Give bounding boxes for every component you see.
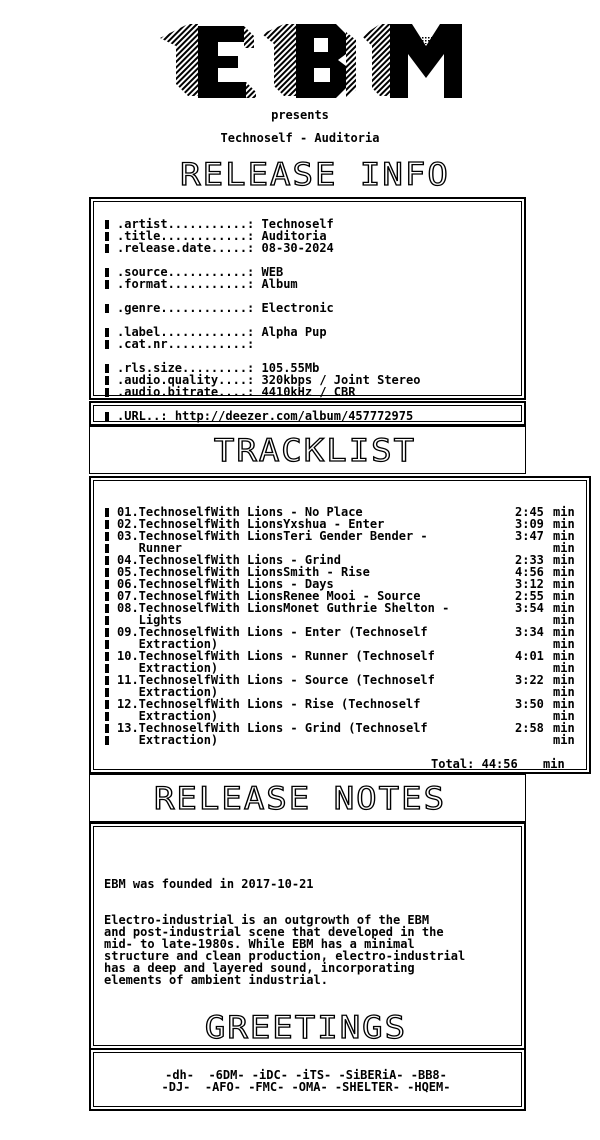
track-title: 08.TechnoselfWith LionsMonet Guthrie Shelton - <box>117 601 450 615</box>
info-value: Auditoria <box>261 229 327 243</box>
track-row-continued <box>105 638 575 650</box>
track-row-continued <box>105 686 575 698</box>
info-key: .genre............: <box>117 301 255 315</box>
track-unit: min <box>553 553 575 567</box>
bullet-icon <box>105 652 109 661</box>
description-line: Electro-industrial is an outgrowth of the EBM <box>104 913 430 927</box>
track-unit: min <box>553 577 575 591</box>
info-row <box>105 374 420 386</box>
bullet-icon <box>105 568 109 577</box>
track-unit: min <box>553 529 575 543</box>
section-title-greetings: GREETINGS <box>204 1009 408 1047</box>
bullet-icon <box>105 580 109 589</box>
track-time: 4:01 <box>515 649 544 663</box>
description-line: elements of ambient industrial. <box>104 973 328 987</box>
track-unit: min <box>553 697 575 711</box>
track-title: Extraction) <box>117 709 219 723</box>
bullet-icon <box>105 604 109 613</box>
info-key: .label............: <box>117 325 255 339</box>
bullet-icon <box>105 736 109 745</box>
bullet-icon <box>105 280 109 289</box>
bullet-icon <box>105 232 109 241</box>
track-title: Extraction) <box>117 661 219 675</box>
total-row <box>431 758 518 770</box>
track-unit: min <box>553 589 575 603</box>
track-title: 01.TechnoselfWith Lions - No Place <box>117 505 363 519</box>
track-title: 07.TechnoselfWith LionsRenee Mooi - Source <box>117 589 421 603</box>
description-line: has a deep and layered sound, incorporating <box>104 961 415 975</box>
track-title: Extraction) <box>117 685 219 699</box>
track-time: 3:09 <box>515 517 544 531</box>
bullet-icon <box>105 628 109 637</box>
track-time: 2:58 <box>515 721 544 735</box>
bullet-icon <box>105 388 109 397</box>
track-title: Extraction) <box>117 733 219 747</box>
info-value: WEB <box>261 265 284 279</box>
info-row <box>105 326 327 338</box>
bullet-icon <box>105 700 109 709</box>
url-key: .URL..: <box>117 409 168 423</box>
info-row <box>105 362 319 374</box>
track-unit: min <box>553 685 575 699</box>
track-row <box>105 554 575 566</box>
info-key: .audio.bitrate....: <box>117 385 255 399</box>
track-row <box>105 590 575 602</box>
url-value[interactable]: http://deezer.com/album/457772975 <box>174 409 414 423</box>
info-row <box>105 230 327 242</box>
bullet-icon <box>105 688 109 697</box>
bullet-icon <box>105 676 109 685</box>
bullet-icon <box>105 220 109 229</box>
track-title: 09.TechnoselfWith Lions - Enter (Technoself <box>117 625 428 639</box>
total-label: Total: <box>431 757 475 771</box>
track-title: 02.TechnoselfWith LionsYxshua - Enter <box>117 517 385 531</box>
info-row <box>105 302 334 314</box>
greetings-line-1: -dh- -6DM- -iDC- -iTS- -SiBERiA- -BB8- <box>165 1068 447 1082</box>
track-unit: min <box>553 613 575 627</box>
track-row <box>105 722 575 734</box>
bullet-icon <box>105 304 109 313</box>
bullet-icon <box>105 328 109 337</box>
track-title: Runner <box>117 541 183 555</box>
total-unit: min <box>543 757 565 771</box>
presents-text: presents <box>271 108 329 122</box>
url-box <box>89 401 526 426</box>
info-value: 4410kHz / CBR <box>261 385 356 399</box>
info-key: .cat.nr...........: <box>117 337 255 351</box>
track-title: Lights <box>117 613 183 627</box>
founded-text: EBM was founded in 2017-10-21 <box>104 877 314 891</box>
bullet-icon <box>105 376 109 385</box>
track-row <box>105 626 575 638</box>
info-row <box>105 242 334 254</box>
track-time: 3:12 <box>515 577 544 591</box>
track-row <box>105 650 575 662</box>
track-time: 3:54 <box>515 601 544 615</box>
info-row <box>105 338 262 350</box>
info-value: 08-30-2024 <box>261 241 334 255</box>
track-unit: min <box>553 565 575 579</box>
track-unit: min <box>553 517 575 531</box>
info-value: 320kbps / Joint Stereo <box>261 373 421 387</box>
info-row <box>105 278 298 290</box>
track-time: 3:34 <box>515 625 544 639</box>
bullet-icon <box>105 532 109 541</box>
track-row-continued <box>105 734 575 746</box>
info-key: .format...........: <box>117 277 255 291</box>
bullet-icon <box>105 412 109 421</box>
info-value: Alpha Pup <box>261 325 327 339</box>
track-row <box>105 518 575 530</box>
track-time: 3:22 <box>515 673 544 687</box>
track-unit: min <box>553 637 575 651</box>
bullet-icon <box>105 508 109 517</box>
track-row <box>105 602 575 614</box>
info-value: 105.55Mb <box>261 361 320 375</box>
track-title: 04.TechnoselfWith Lions - Grind <box>117 553 341 567</box>
bullet-icon <box>105 544 109 553</box>
info-key: .artist...........: <box>117 217 255 231</box>
track-row-continued <box>105 662 575 674</box>
track-title: 10.TechnoselfWith Lions - Runner (Technoself <box>117 649 435 663</box>
bullet-icon <box>105 592 109 601</box>
info-row <box>105 218 334 230</box>
track-unit: min <box>553 661 575 675</box>
track-time: 2:33 <box>515 553 544 567</box>
track-time: 2:55 <box>515 589 544 603</box>
info-key: .source...........: <box>117 265 255 279</box>
url-row <box>105 410 413 422</box>
info-key: .title............: <box>117 229 255 243</box>
track-row <box>105 530 575 542</box>
track-title: 12.TechnoselfWith Lions - Rise (Technoself <box>117 697 421 711</box>
tracklist-box <box>89 476 591 774</box>
bullet-icon <box>105 268 109 277</box>
release-notes-box <box>89 822 526 1050</box>
info-value: Album <box>261 277 298 291</box>
track-row <box>105 698 575 710</box>
bullet-icon <box>105 664 109 673</box>
bullet-icon <box>105 340 109 349</box>
track-row-continued <box>105 614 575 626</box>
description-line: and post-industrial scene that developed in the <box>104 925 444 939</box>
bullet-icon <box>105 640 109 649</box>
track-unit: min <box>553 733 575 747</box>
greetings-line-2: -DJ- -AFO- -FMC- -OMA- -SHELTER- -HQEM- <box>161 1080 451 1094</box>
track-unit: min <box>553 709 575 723</box>
section-title-release-notes: RELEASE NOTES <box>153 780 447 818</box>
bullet-icon <box>105 520 109 529</box>
bullet-icon <box>105 712 109 721</box>
track-unit: min <box>553 625 575 639</box>
track-title: Extraction) <box>117 637 219 651</box>
bullet-icon <box>105 364 109 373</box>
track-title: 06.TechnoselfWith Lions - Days <box>117 577 334 591</box>
track-time: 4:56 <box>515 565 544 579</box>
info-key: .release.date.....: <box>117 241 255 255</box>
info-value: Electronic <box>261 301 334 315</box>
ebm-logo <box>158 22 464 100</box>
track-row <box>105 566 575 578</box>
info-row <box>105 266 283 278</box>
track-time: 3:50 <box>515 697 544 711</box>
description-line: structure and clean production, electro-industrial <box>104 949 466 963</box>
track-title: 05.TechnoselfWith LionsSmith - Rise <box>117 565 370 579</box>
track-time: 2:45 <box>515 505 544 519</box>
greetings-box <box>89 1048 526 1111</box>
track-unit: min <box>553 505 575 519</box>
track-title: 11.TechnoselfWith Lions - Source (Technoself <box>117 673 435 687</box>
info-key: .rls.size.........: <box>117 361 255 375</box>
info-key: .audio.quality....: <box>117 373 255 387</box>
track-unit: min <box>553 601 575 615</box>
track-time: 3:47 <box>515 529 544 543</box>
bullet-icon <box>105 556 109 565</box>
release-heading: Technoself - Auditoria <box>220 131 380 145</box>
bullet-icon <box>105 244 109 253</box>
track-row <box>105 674 575 686</box>
info-row <box>105 386 355 398</box>
track-title: 03.TechnoselfWith LionsTeri Gender Bender - <box>117 529 428 543</box>
bullet-icon <box>105 724 109 733</box>
section-title-tracklist: TRACKLIST <box>213 432 417 470</box>
bullet-icon <box>105 616 109 625</box>
track-unit: min <box>553 721 575 735</box>
track-unit: min <box>553 673 575 687</box>
track-row <box>105 506 575 518</box>
total-time: 44:56 <box>481 757 518 771</box>
track-row-continued <box>105 542 575 554</box>
track-unit: min <box>553 649 575 663</box>
description-line: mid- to late-1980s. While EBM has a minimal <box>104 937 415 951</box>
release-info-box <box>89 197 526 400</box>
section-title-release-info: RELEASE INFO <box>180 156 450 194</box>
track-row-continued <box>105 710 575 722</box>
track-row <box>105 578 575 590</box>
info-value: Technoself <box>261 217 334 231</box>
track-unit: min <box>553 541 575 555</box>
track-title: 13.TechnoselfWith Lions - Grind (Technoself <box>117 721 428 735</box>
